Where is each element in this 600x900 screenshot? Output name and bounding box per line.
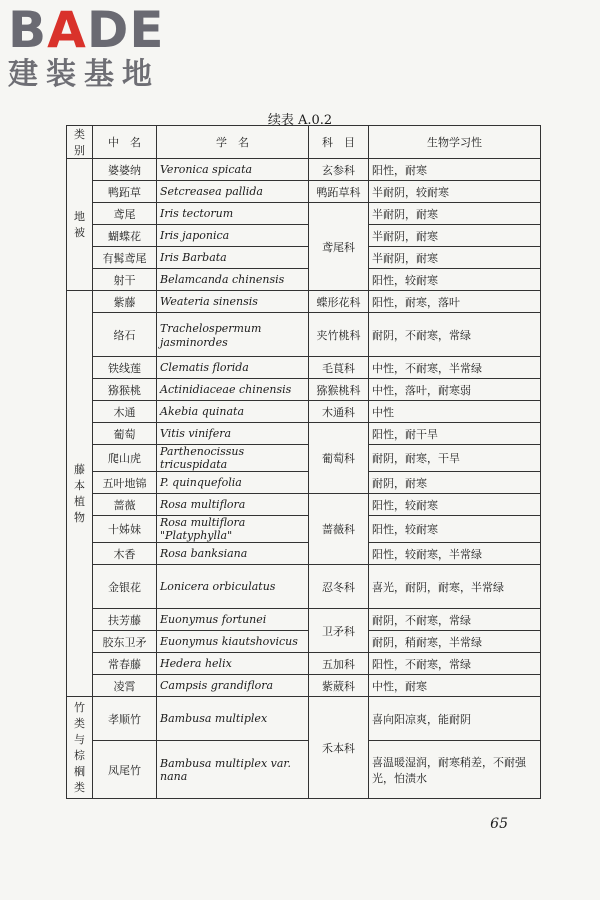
habit: 半耐阴，耐寒 [369,203,541,225]
table-row [67,516,541,543]
chinese-name: 铁线莲 [93,357,157,379]
habit: 耐阴，耐寒，干旱 [369,445,541,472]
logo-wordmark: BADE [8,1,165,59]
habit: 阳性，耐干旱 [369,423,541,445]
scientific-name: Iris tectorum [157,203,309,225]
habit: 阳性，较耐寒 [369,516,541,543]
scientific-name: Rosa multiflora [157,494,309,516]
bade-logo [8,1,178,92]
scientific-name: Setcreasea pallida [157,181,309,203]
table-row [67,472,541,494]
table-row [67,741,541,799]
scientific-name: Euonymus kiautshovicus [157,631,309,653]
chinese-name: 有髯鸢尾 [93,247,157,269]
header-chinese-name: 中 名 [93,126,157,159]
habit: 中性，耐寒 [369,675,541,697]
table-row [67,653,541,675]
table-row [67,181,541,203]
habit: 中性，落叶，耐寒弱 [369,379,541,401]
table-row [67,269,541,291]
family: 蝶形花科 [309,291,369,313]
table-caption: 续表 A.0.2 [267,113,333,128]
habit: 喜光，耐阴，耐寒，半常绿 [369,565,541,609]
header-scientific-name: 学 名 [157,126,309,159]
family: 禾本科 [309,697,369,799]
chinese-name: 木通 [93,401,157,423]
habit: 喜向阳凉爽，能耐阴 [369,697,541,741]
scientific-name: Trachelospermum jasminordes [157,313,309,357]
table-row [67,565,541,609]
chinese-name: 婆婆纳 [93,159,157,181]
table-row [67,609,541,631]
scientific-name: Hedera helix [157,653,309,675]
plant-table [66,125,541,799]
category-cell: 地被 [67,159,93,291]
chinese-name: 络石 [93,313,157,357]
habit: 半耐阴，耐寒 [369,225,541,247]
family: 忍冬科 [309,565,369,609]
chinese-name: 鸭跖草 [93,181,157,203]
logo-subtitle: 建装基地 [8,57,160,92]
scientific-name: Actinidiaceae chinensis [157,379,309,401]
scientific-name: Bambusa multiplex var. nana [157,741,309,799]
scientific-name: Weateria sinensis [157,291,309,313]
chinese-name: 凤尾竹 [93,741,157,799]
family: 夹竹桃科 [309,313,369,357]
family: 猕猴桃科 [309,379,369,401]
chinese-name: 蔷薇 [93,494,157,516]
family: 五加科 [309,653,369,675]
habit: 耐阴，耐寒 [369,472,541,494]
chinese-name: 射干 [93,269,157,291]
habit: 耐阴，不耐寒，常绿 [369,313,541,357]
table-row [67,357,541,379]
table-row [67,247,541,269]
chinese-name: 猕猴桃 [93,379,157,401]
chinese-name: 常春藤 [93,653,157,675]
table-row [67,313,541,357]
table-row [67,675,541,697]
family: 葡萄科 [309,423,369,494]
scientific-name: Clematis florida [157,357,309,379]
habit: 阳性，耐寒，落叶 [369,291,541,313]
scientific-name: Euonymus fortunei [157,609,309,631]
table-row [67,494,541,516]
scientific-name: Rosa multiflora "Platyphylla" [157,516,309,543]
table-row [67,543,541,565]
chinese-name: 金银花 [93,565,157,609]
habit: 阳性，较耐寒 [369,269,541,291]
chinese-name: 葡萄 [93,423,157,445]
habit: 中性 [369,401,541,423]
scientific-name: Vitis vinifera [157,423,309,445]
chinese-name: 鸢尾 [93,203,157,225]
chinese-name: 胶东卫矛 [93,631,157,653]
family: 鸭跖草科 [309,181,369,203]
table-row [67,203,541,225]
table-row [67,631,541,653]
chinese-name: 爬山虎 [93,445,157,472]
header-family: 科 目 [309,126,369,159]
family: 紫葳科 [309,675,369,697]
chinese-name: 凌霄 [93,675,157,697]
header-category: 类别 [67,126,93,159]
scientific-name: Bambusa multiplex [157,697,309,741]
scientific-name: Iris japonica [157,225,309,247]
table-row [67,379,541,401]
scientific-name: P. quinquefolia [157,472,309,494]
family: 木通科 [309,401,369,423]
habit: 阳性，较耐寒，半常绿 [369,543,541,565]
chinese-name: 蝴蝶花 [93,225,157,247]
table-row [67,445,541,472]
scientific-name: Campsis grandiflora [157,675,309,697]
family: 卫矛科 [309,609,369,653]
category-cell: 藤本植物 [67,291,93,697]
scientific-name: Akebia quinata [157,401,309,423]
habit: 阳性，较耐寒 [369,494,541,516]
table-row [67,225,541,247]
table-row [67,423,541,445]
scientific-name: Parthenocissus tricuspidata [157,445,309,472]
habit: 半耐阴，耐寒 [369,247,541,269]
table-header-row [67,126,541,159]
scientific-name: Veronica spicata [157,159,309,181]
chinese-name: 扶芳藤 [93,609,157,631]
chinese-name: 十姊妹 [93,516,157,543]
header-habit: 生物学习性 [369,126,541,159]
category-cell: 竹类与棕榈类 [67,697,93,799]
chinese-name: 紫藤 [93,291,157,313]
habit: 耐阴，稍耐寒，半常绿 [369,631,541,653]
table-row [67,697,541,741]
habit: 半耐阴，较耐寒 [369,181,541,203]
scientific-name: Iris Barbata [157,247,309,269]
table-row [67,291,541,313]
table-row [67,401,541,423]
chinese-name: 孝顺竹 [93,697,157,741]
family: 蔷薇科 [309,494,369,565]
chinese-name: 五叶地锦 [93,472,157,494]
family: 玄参科 [309,159,369,181]
scientific-name: Rosa banksiana [157,543,309,565]
habit: 耐阴，不耐寒，常绿 [369,609,541,631]
scientific-name: Lonicera orbiculatus [157,565,309,609]
table-row [67,159,541,181]
habit: 阳性，不耐寒，常绿 [369,653,541,675]
habit: 中性，不耐寒，半常绿 [369,357,541,379]
page-number: 65 [490,816,508,832]
scientific-name: Belamcanda chinensis [157,269,309,291]
family: 鸢尾科 [309,203,369,291]
habit: 阳性，耐寒 [369,159,541,181]
chinese-name: 木香 [93,543,157,565]
habit: 喜温暖湿润，耐寒稍差，不耐强光，怕渍水 [369,741,541,799]
family: 毛茛科 [309,357,369,379]
